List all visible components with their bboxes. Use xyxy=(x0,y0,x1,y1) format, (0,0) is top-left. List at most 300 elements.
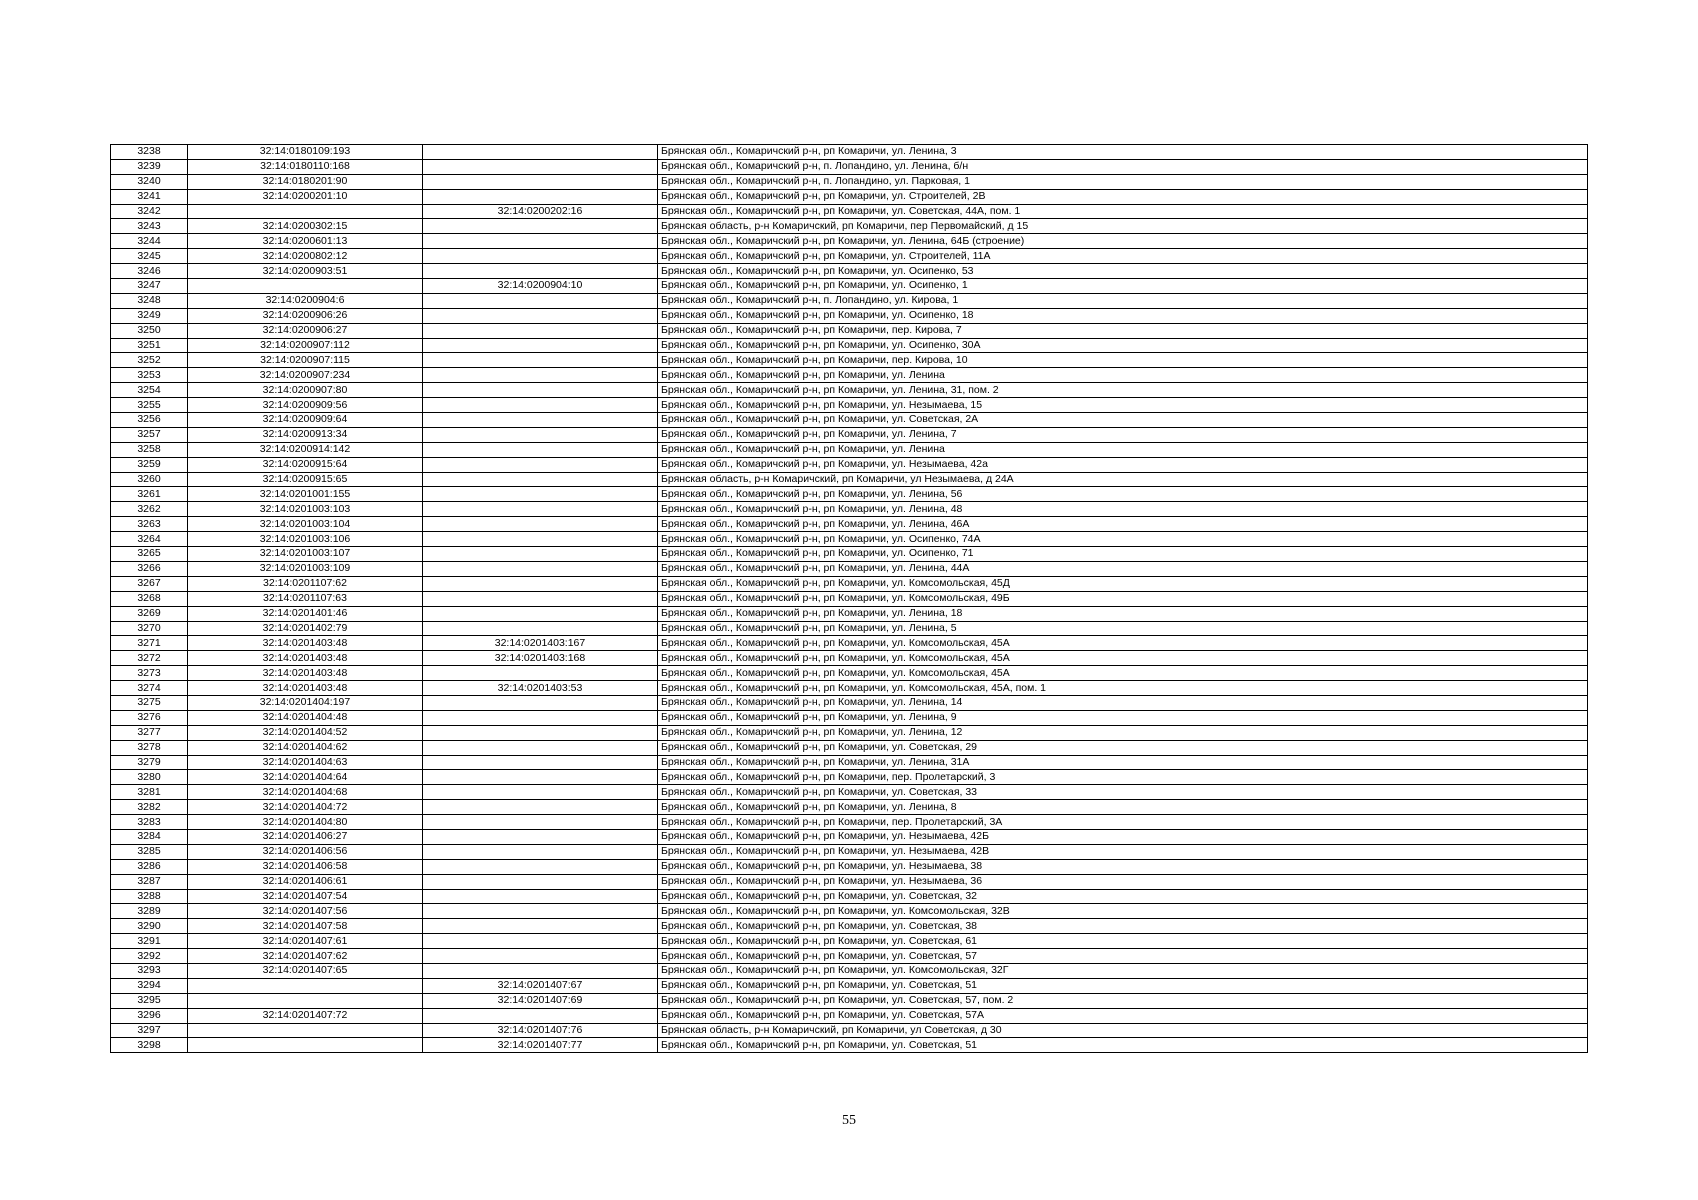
cadastral-number-cell: 32:14:0201107:63 xyxy=(188,591,423,606)
related-cadastral-number-cell xyxy=(423,874,658,889)
row-number-cell: 3280 xyxy=(111,770,188,785)
cadastral-number-cell: 32:14:0201001:155 xyxy=(188,487,423,502)
related-cadastral-number-cell: 32:14:0201403:167 xyxy=(423,636,658,651)
related-cadastral-number-cell xyxy=(423,815,658,830)
row-number-cell: 3285 xyxy=(111,844,188,859)
related-cadastral-number-cell xyxy=(423,561,658,576)
table-row xyxy=(111,353,1588,368)
row-number-cell: 3252 xyxy=(111,353,188,368)
related-cadastral-number-cell xyxy=(423,323,658,338)
row-number-cell: 3293 xyxy=(111,963,188,978)
related-cadastral-number-cell: 32:14:0201407:76 xyxy=(423,1023,658,1038)
row-number-cell: 3275 xyxy=(111,695,188,710)
row-number-cell: 3287 xyxy=(111,874,188,889)
row-number-cell: 3273 xyxy=(111,666,188,681)
related-cadastral-number-cell xyxy=(423,1008,658,1023)
related-cadastral-number-cell xyxy=(423,338,658,353)
table-row xyxy=(111,815,1588,830)
row-number-cell: 3264 xyxy=(111,532,188,547)
row-number-cell: 3288 xyxy=(111,889,188,904)
related-cadastral-number-cell xyxy=(423,219,658,234)
row-number-cell: 3244 xyxy=(111,234,188,249)
table-row xyxy=(111,532,1588,547)
table-row xyxy=(111,174,1588,189)
address-cell: Брянская обл., Комаричский р-н, рп Комаричи, ул. Комсомольская, 49Б xyxy=(658,591,1588,606)
table-row xyxy=(111,383,1588,398)
table-row xyxy=(111,681,1588,696)
table-row xyxy=(111,621,1588,636)
address-cell: Брянская обл., Комаричский р-н, рп Комаричи, ул. Советская, 33 xyxy=(658,785,1588,800)
table-row xyxy=(111,725,1588,740)
address-cell: Брянская обл., Комаричский р-н, рп Комаричи, ул. Осипенко, 53 xyxy=(658,264,1588,279)
row-number-cell: 3241 xyxy=(111,189,188,204)
row-number-cell: 3291 xyxy=(111,934,188,949)
cadastral-number-cell: 32:14:0201404:62 xyxy=(188,740,423,755)
row-number-cell: 3283 xyxy=(111,815,188,830)
address-cell: Брянская обл., Комаричский р-н, рп Комаричи, ул. Комсомольская, 45А xyxy=(658,651,1588,666)
row-number-cell: 3263 xyxy=(111,517,188,532)
related-cadastral-number-cell xyxy=(423,904,658,919)
row-number-cell: 3258 xyxy=(111,442,188,457)
address-cell: Брянская обл., Комаричский р-н, рп Комаричи, ул. Ленина xyxy=(658,368,1588,383)
address-cell: Брянская обл., Комаричский р-н, рп Комаричи, пер. Кирова, 10 xyxy=(658,353,1588,368)
address-cell: Брянская обл., Комаричский р-н, рп Комаричи, ул. Ленина, 46А xyxy=(658,517,1588,532)
related-cadastral-number-cell xyxy=(423,934,658,949)
related-cadastral-number-cell xyxy=(423,800,658,815)
table-row xyxy=(111,547,1588,562)
address-cell: Брянская обл., Комаричский р-н, рп Комаричи, ул. Советская, 51 xyxy=(658,1038,1588,1053)
related-cadastral-number-cell xyxy=(423,755,658,770)
cadastral-number-cell: 32:14:0200906:27 xyxy=(188,323,423,338)
table-row xyxy=(111,591,1588,606)
address-cell: Брянская обл., Комаричский р-н, рп Комаричи, ул. Комсомольская, 45А, пом. 1 xyxy=(658,681,1588,696)
address-cell: Брянская обл., Комаричский р-н, рп Комаричи, ул. Строителей, 11А xyxy=(658,249,1588,264)
row-number-cell: 3238 xyxy=(111,145,188,160)
address-cell: Брянская обл., Комаричский р-н, рп Комаричи, ул. Советская, 57, пом. 2 xyxy=(658,993,1588,1008)
cadastral-number-cell: 32:14:0200907:234 xyxy=(188,368,423,383)
cadastral-number-cell: 32:14:0200601:13 xyxy=(188,234,423,249)
row-number-cell: 3251 xyxy=(111,338,188,353)
related-cadastral-number-cell xyxy=(423,264,658,279)
cadastral-number-cell: 32:14:0201406:61 xyxy=(188,874,423,889)
cadastral-number-cell: 32:14:0180109:193 xyxy=(188,145,423,160)
related-cadastral-number-cell xyxy=(423,487,658,502)
table-row xyxy=(111,561,1588,576)
table-row xyxy=(111,636,1588,651)
cadastral-number-cell: 32:14:0200802:12 xyxy=(188,249,423,264)
row-number-cell: 3269 xyxy=(111,606,188,621)
cadastral-number-cell: 32:14:0201407:54 xyxy=(188,889,423,904)
cadastral-number-cell: 32:14:0200915:65 xyxy=(188,472,423,487)
table-row xyxy=(111,904,1588,919)
address-cell: Брянская обл., Комаричский р-н, рп Комаричи, ул. Советская, 2А xyxy=(658,413,1588,428)
cadastral-number-cell: 32:14:0201407:58 xyxy=(188,919,423,934)
related-cadastral-number-cell xyxy=(423,785,658,800)
row-number-cell: 3243 xyxy=(111,219,188,234)
address-cell: Брянская обл., Комаричский р-н, рп Комаричи, ул. Советская, 61 xyxy=(658,934,1588,949)
address-cell: Брянская обл., Комаричский р-н, рп Комаричи, ул. Строителей, 2В xyxy=(658,189,1588,204)
related-cadastral-number-cell xyxy=(423,249,658,264)
cadastral-number-cell: 32:14:0200903:51 xyxy=(188,264,423,279)
cadastral-number-cell xyxy=(188,279,423,294)
registry-table xyxy=(110,144,1588,1053)
cadastral-number-cell: 32:14:0201404:52 xyxy=(188,725,423,740)
address-cell: Брянская обл., Комаричский р-н, рп Комаричи, ул. Осипенко, 74А xyxy=(658,532,1588,547)
address-cell: Брянская обл., Комаричский р-н, рп Комаричи, ул. Советская, 51 xyxy=(658,978,1588,993)
cadastral-number-cell: 32:14:0200914:142 xyxy=(188,442,423,457)
cadastral-number-cell xyxy=(188,1023,423,1038)
row-number-cell: 3262 xyxy=(111,502,188,517)
table-row xyxy=(111,368,1588,383)
table-row xyxy=(111,874,1588,889)
related-cadastral-number-cell xyxy=(423,547,658,562)
table-row xyxy=(111,844,1588,859)
address-cell: Брянская обл., Комаричский р-н, рп Комаричи, ул. Советская, 38 xyxy=(658,919,1588,934)
row-number-cell: 3271 xyxy=(111,636,188,651)
cadastral-number-cell: 32:14:0201404:63 xyxy=(188,755,423,770)
row-number-cell: 3290 xyxy=(111,919,188,934)
cadastral-number-cell: 32:14:0180201:90 xyxy=(188,174,423,189)
cadastral-number-cell: 32:14:0201406:58 xyxy=(188,859,423,874)
row-number-cell: 3279 xyxy=(111,755,188,770)
table-row xyxy=(111,1038,1588,1053)
address-cell: Брянская обл., Комаричский р-н, п. Лопандино, ул. Ленина, б/н xyxy=(658,159,1588,174)
related-cadastral-number-cell xyxy=(423,413,658,428)
table-row xyxy=(111,829,1588,844)
row-number-cell: 3256 xyxy=(111,413,188,428)
address-cell: Брянская область, р-н Комаричский, рп Комаричи, пер Первомайский, д 15 xyxy=(658,219,1588,234)
table-row xyxy=(111,398,1588,413)
address-cell: Брянская обл., Комаричский р-н, рп Комаричи, ул. Советская, 57А xyxy=(658,1008,1588,1023)
related-cadastral-number-cell: 32:14:0200202:16 xyxy=(423,204,658,219)
row-number-cell: 3245 xyxy=(111,249,188,264)
related-cadastral-number-cell: 32:14:0201403:168 xyxy=(423,651,658,666)
table-row xyxy=(111,249,1588,264)
row-number-cell: 3255 xyxy=(111,398,188,413)
row-number-cell: 3260 xyxy=(111,472,188,487)
table-row xyxy=(111,308,1588,323)
row-number-cell: 3250 xyxy=(111,323,188,338)
related-cadastral-number-cell: 32:14:0201407:77 xyxy=(423,1038,658,1053)
cadastral-number-cell: 32:14:0200915:64 xyxy=(188,457,423,472)
table-row xyxy=(111,695,1588,710)
cadastral-number-cell: 32:14:0201403:48 xyxy=(188,666,423,681)
related-cadastral-number-cell xyxy=(423,710,658,725)
related-cadastral-number-cell xyxy=(423,383,658,398)
row-number-cell: 3242 xyxy=(111,204,188,219)
row-number-cell: 3270 xyxy=(111,621,188,636)
table-row xyxy=(111,740,1588,755)
table-row xyxy=(111,487,1588,502)
row-number-cell: 3282 xyxy=(111,800,188,815)
row-number-cell: 3259 xyxy=(111,457,188,472)
address-cell: Брянская обл., Комаричский р-н, рп Комаричи, ул. Осипенко, 18 xyxy=(658,308,1588,323)
cadastral-number-cell: 32:14:0201407:72 xyxy=(188,1008,423,1023)
related-cadastral-number-cell xyxy=(423,353,658,368)
table-row xyxy=(111,800,1588,815)
related-cadastral-number-cell xyxy=(423,859,658,874)
related-cadastral-number-cell: 32:14:0201407:69 xyxy=(423,993,658,1008)
row-number-cell: 3281 xyxy=(111,785,188,800)
table-row xyxy=(111,472,1588,487)
row-number-cell: 3265 xyxy=(111,547,188,562)
related-cadastral-number-cell xyxy=(423,308,658,323)
table-row xyxy=(111,145,1588,160)
cadastral-number-cell: 32:14:0201401:46 xyxy=(188,606,423,621)
related-cadastral-number-cell xyxy=(423,695,658,710)
address-cell: Брянская обл., Комаричский р-н, рп Комаричи, ул. Комсомольская, 45Д xyxy=(658,576,1588,591)
table-row xyxy=(111,234,1588,249)
cadastral-number-cell: 32:14:0200201:10 xyxy=(188,189,423,204)
related-cadastral-number-cell xyxy=(423,502,658,517)
cadastral-number-cell: 32:14:0201406:56 xyxy=(188,844,423,859)
related-cadastral-number-cell: 32:14:0200904:10 xyxy=(423,279,658,294)
related-cadastral-number-cell xyxy=(423,189,658,204)
address-cell: Брянская обл., Комаричский р-н, рп Комаричи, ул. Незымаева, 38 xyxy=(658,859,1588,874)
address-cell: Брянская обл., Комаричский р-н, рп Комаричи, ул. Ленина, 9 xyxy=(658,710,1588,725)
address-cell: Брянская обл., Комаричский р-н, рп Комаричи, пер. Кирова, 7 xyxy=(658,323,1588,338)
row-number-cell: 3289 xyxy=(111,904,188,919)
cadastral-number-cell: 32:14:0201404:48 xyxy=(188,710,423,725)
address-cell: Брянская обл., Комаричский р-н, рп Комаричи, ул. Советская, 57 xyxy=(658,949,1588,964)
table-row xyxy=(111,934,1588,949)
address-cell: Брянская обл., Комаричский р-н, рп Комаричи, ул. Ленина, 56 xyxy=(658,487,1588,502)
cadastral-number-cell: 32:14:0201403:48 xyxy=(188,636,423,651)
table-row xyxy=(111,442,1588,457)
address-cell: Брянская обл., Комаричский р-н, рп Комаричи, ул. Ленина, 14 xyxy=(658,695,1588,710)
address-cell: Брянская обл., Комаричский р-н, рп Комаричи, ул. Ленина, 31, пом. 2 xyxy=(658,383,1588,398)
cadastral-number-cell: 32:14:0200907:115 xyxy=(188,353,423,368)
address-cell: Брянская обл., Комаричский р-н, рп Комаричи, ул. Ленина, 5 xyxy=(658,621,1588,636)
row-number-cell: 3284 xyxy=(111,829,188,844)
row-number-cell: 3240 xyxy=(111,174,188,189)
related-cadastral-number-cell: 32:14:0201403:53 xyxy=(423,681,658,696)
registry-table-body xyxy=(111,145,1588,1053)
cadastral-number-cell: 32:14:0201003:104 xyxy=(188,517,423,532)
cadastral-number-cell: 32:14:0200302:15 xyxy=(188,219,423,234)
table-row xyxy=(111,755,1588,770)
address-cell: Брянская обл., Комаричский р-н, рп Комаричи, ул. Ленина, 12 xyxy=(658,725,1588,740)
related-cadastral-number-cell xyxy=(423,621,658,636)
related-cadastral-number-cell xyxy=(423,472,658,487)
related-cadastral-number-cell xyxy=(423,919,658,934)
table-row xyxy=(111,413,1588,428)
address-cell: Брянская обл., Комаричский р-н, рп Комаричи, ул. Ленина, 7 xyxy=(658,427,1588,442)
cadastral-number-cell xyxy=(188,993,423,1008)
table-row xyxy=(111,457,1588,472)
cadastral-number-cell: 32:14:0200904:6 xyxy=(188,293,423,308)
related-cadastral-number-cell xyxy=(423,844,658,859)
table-row xyxy=(111,204,1588,219)
cadastral-number-cell: 32:14:0200907:80 xyxy=(188,383,423,398)
row-number-cell: 3266 xyxy=(111,561,188,576)
table-row xyxy=(111,517,1588,532)
address-cell: Брянская обл., Комаричский р-н, рп Комаричи, ул. Незымаева, 15 xyxy=(658,398,1588,413)
row-number-cell: 3295 xyxy=(111,993,188,1008)
cadastral-number-cell: 32:14:0201404:68 xyxy=(188,785,423,800)
cadastral-number-cell: 32:14:0201407:62 xyxy=(188,949,423,964)
cadastral-number-cell: 32:14:0201402:79 xyxy=(188,621,423,636)
cadastral-number-cell: 32:14:0200907:112 xyxy=(188,338,423,353)
address-cell: Брянская обл., Комаричский р-н, п. Лопандино, ул. Парковая, 1 xyxy=(658,174,1588,189)
address-cell: Брянская область, р-н Комаричский, рп Комаричи, ул Незымаева, д 24А xyxy=(658,472,1588,487)
address-cell: Брянская обл., Комаричский р-н, рп Комаричи, ул. Ленина, 44А xyxy=(658,561,1588,576)
cadastral-number-cell: 32:14:0201404:64 xyxy=(188,770,423,785)
cadastral-number-cell: 32:14:0201403:48 xyxy=(188,681,423,696)
table-row xyxy=(111,785,1588,800)
related-cadastral-number-cell xyxy=(423,442,658,457)
related-cadastral-number-cell xyxy=(423,517,658,532)
row-number-cell: 3268 xyxy=(111,591,188,606)
page-number: 55 xyxy=(842,1113,856,1128)
related-cadastral-number-cell: 32:14:0201407:67 xyxy=(423,978,658,993)
related-cadastral-number-cell xyxy=(423,725,658,740)
table-row xyxy=(111,606,1588,621)
cadastral-number-cell: 32:14:0201003:107 xyxy=(188,547,423,562)
row-number-cell: 3277 xyxy=(111,725,188,740)
table-row xyxy=(111,427,1588,442)
address-cell: Брянская обл., Комаричский р-н, рп Комаричи, ул. Комсомольская, 45А xyxy=(658,666,1588,681)
table-row xyxy=(111,770,1588,785)
row-number-cell: 3247 xyxy=(111,279,188,294)
related-cadastral-number-cell xyxy=(423,532,658,547)
address-cell: Брянская обл., Комаричский р-н, рп Комаричи, ул. Незымаева, 36 xyxy=(658,874,1588,889)
address-cell: Брянская обл., Комаричский р-н, рп Комаричи, ул. Осипенко, 1 xyxy=(658,279,1588,294)
address-cell: Брянская обл., Комаричский р-н, рп Комаричи, ул. Ленина, 31А xyxy=(658,755,1588,770)
table-row xyxy=(111,919,1588,934)
table-row xyxy=(111,293,1588,308)
address-cell: Брянская обл., Комаричский р-н, п. Лопандино, ул. Кирова, 1 xyxy=(658,293,1588,308)
table-row xyxy=(111,264,1588,279)
cadastral-number-cell: 32:14:0201403:48 xyxy=(188,651,423,666)
row-number-cell: 3249 xyxy=(111,308,188,323)
related-cadastral-number-cell xyxy=(423,606,658,621)
address-cell: Брянская обл., Комаричский р-н, рп Комаричи, ул. Советская, 32 xyxy=(658,889,1588,904)
address-cell: Брянская обл., Комаричский р-н, рп Комаричи, пер. Пролетарский, 3 xyxy=(658,770,1588,785)
table-row xyxy=(111,502,1588,517)
address-cell: Брянская обл., Комаричский р-н, рп Комаричи, ул. Ленина, 8 xyxy=(658,800,1588,815)
table-row xyxy=(111,710,1588,725)
related-cadastral-number-cell xyxy=(423,963,658,978)
related-cadastral-number-cell xyxy=(423,457,658,472)
address-cell: Брянская область, р-н Комаричский, рп Комаричи, ул Советская, д 30 xyxy=(658,1023,1588,1038)
related-cadastral-number-cell xyxy=(423,949,658,964)
cadastral-number-cell: 32:14:0200909:64 xyxy=(188,413,423,428)
cadastral-number-cell: 32:14:0201404:72 xyxy=(188,800,423,815)
table-row xyxy=(111,651,1588,666)
address-cell: Брянская обл., Комаричский р-н, рп Комаричи, ул. Ленина, 48 xyxy=(658,502,1588,517)
table-row xyxy=(111,978,1588,993)
row-number-cell: 3294 xyxy=(111,978,188,993)
row-number-cell: 3278 xyxy=(111,740,188,755)
related-cadastral-number-cell xyxy=(423,368,658,383)
cadastral-number-cell xyxy=(188,1038,423,1053)
table-row xyxy=(111,338,1588,353)
address-cell: Брянская обл., Комаричский р-н, рп Комаричи, ул. Комсомольская, 32Г xyxy=(658,963,1588,978)
cadastral-number-cell xyxy=(188,204,423,219)
cadastral-number-cell: 32:14:0201404:197 xyxy=(188,695,423,710)
table-row xyxy=(111,576,1588,591)
row-number-cell: 3246 xyxy=(111,264,188,279)
row-number-cell: 3296 xyxy=(111,1008,188,1023)
table-row xyxy=(111,963,1588,978)
related-cadastral-number-cell xyxy=(423,666,658,681)
cadastral-number-cell: 32:14:0201404:80 xyxy=(188,815,423,830)
row-number-cell: 3286 xyxy=(111,859,188,874)
cadastral-number-cell xyxy=(188,978,423,993)
address-cell: Брянская обл., Комаричский р-н, рп Комаричи, ул. Ленина, 64Б (строение) xyxy=(658,234,1588,249)
address-cell: Брянская обл., Комаричский р-н, рп Комаричи, ул. Советская, 44А, пом. 1 xyxy=(658,204,1588,219)
row-number-cell: 3239 xyxy=(111,159,188,174)
cadastral-number-cell: 32:14:0201407:61 xyxy=(188,934,423,949)
address-cell: Брянская обл., Комаричский р-н, рп Комаричи, ул. Ленина xyxy=(658,442,1588,457)
cadastral-number-cell: 32:14:0200906:26 xyxy=(188,308,423,323)
table-row xyxy=(111,189,1588,204)
related-cadastral-number-cell xyxy=(423,234,658,249)
related-cadastral-number-cell xyxy=(423,770,658,785)
cadastral-number-cell: 32:14:0201407:65 xyxy=(188,963,423,978)
related-cadastral-number-cell xyxy=(423,591,658,606)
address-cell: Брянская обл., Комаричский р-н, рп Комаричи, ул. Незымаева, 42Б xyxy=(658,829,1588,844)
table-row xyxy=(111,1023,1588,1038)
row-number-cell: 3254 xyxy=(111,383,188,398)
table-row xyxy=(111,889,1588,904)
address-cell: Брянская обл., Комаричский р-н, рп Комаричи, ул. Осипенко, 30А xyxy=(658,338,1588,353)
related-cadastral-number-cell xyxy=(423,145,658,160)
cadastral-number-cell: 32:14:0180110:168 xyxy=(188,159,423,174)
cadastral-number-cell: 32:14:0200909:56 xyxy=(188,398,423,413)
row-number-cell: 3298 xyxy=(111,1038,188,1053)
address-cell: Брянская обл., Комаричский р-н, рп Комаричи, ул. Ленина, 18 xyxy=(658,606,1588,621)
related-cadastral-number-cell xyxy=(423,174,658,189)
cadastral-number-cell: 32:14:0201003:109 xyxy=(188,561,423,576)
table-row xyxy=(111,1008,1588,1023)
row-number-cell: 3261 xyxy=(111,487,188,502)
cadastral-number-cell: 32:14:0201003:103 xyxy=(188,502,423,517)
table-row xyxy=(111,993,1588,1008)
row-number-cell: 3257 xyxy=(111,427,188,442)
row-number-cell: 3253 xyxy=(111,368,188,383)
address-cell: Брянская обл., Комаричский р-н, рп Комаричи, ул. Комсомольская, 32В xyxy=(658,904,1588,919)
address-cell: Брянская обл., Комаричский р-н, рп Комаричи, ул. Комсомольская, 45А xyxy=(658,636,1588,651)
related-cadastral-number-cell xyxy=(423,740,658,755)
cadastral-number-cell: 32:14:0201003:106 xyxy=(188,532,423,547)
table-row xyxy=(111,666,1588,681)
row-number-cell: 3267 xyxy=(111,576,188,591)
row-number-cell: 3274 xyxy=(111,681,188,696)
cadastral-number-cell: 32:14:0201107:62 xyxy=(188,576,423,591)
address-cell: Брянская обл., Комаричский р-н, рп Комаричи, ул. Незымаева, 42а xyxy=(658,457,1588,472)
related-cadastral-number-cell xyxy=(423,398,658,413)
cadastral-number-cell: 32:14:0200913:34 xyxy=(188,427,423,442)
table-row xyxy=(111,279,1588,294)
row-number-cell: 3297 xyxy=(111,1023,188,1038)
address-cell: Брянская обл., Комаричский р-н, рп Комаричи, ул. Ленина, 3 xyxy=(658,145,1588,160)
row-number-cell: 3276 xyxy=(111,710,188,725)
table-row xyxy=(111,859,1588,874)
address-cell: Брянская обл., Комаричский р-н, рп Комаричи, ул. Осипенко, 71 xyxy=(658,547,1588,562)
row-number-cell: 3292 xyxy=(111,949,188,964)
address-cell: Брянская обл., Комаричский р-н, рп Комаричи, ул. Незымаева, 42В xyxy=(658,844,1588,859)
related-cadastral-number-cell xyxy=(423,829,658,844)
address-cell: Брянская обл., Комаричский р-н, рп Комаричи, пер. Пролетарский, 3А xyxy=(658,815,1588,830)
table-row xyxy=(111,949,1588,964)
related-cadastral-number-cell xyxy=(423,293,658,308)
row-number-cell: 3272 xyxy=(111,651,188,666)
related-cadastral-number-cell xyxy=(423,159,658,174)
table-row xyxy=(111,219,1588,234)
related-cadastral-number-cell xyxy=(423,427,658,442)
